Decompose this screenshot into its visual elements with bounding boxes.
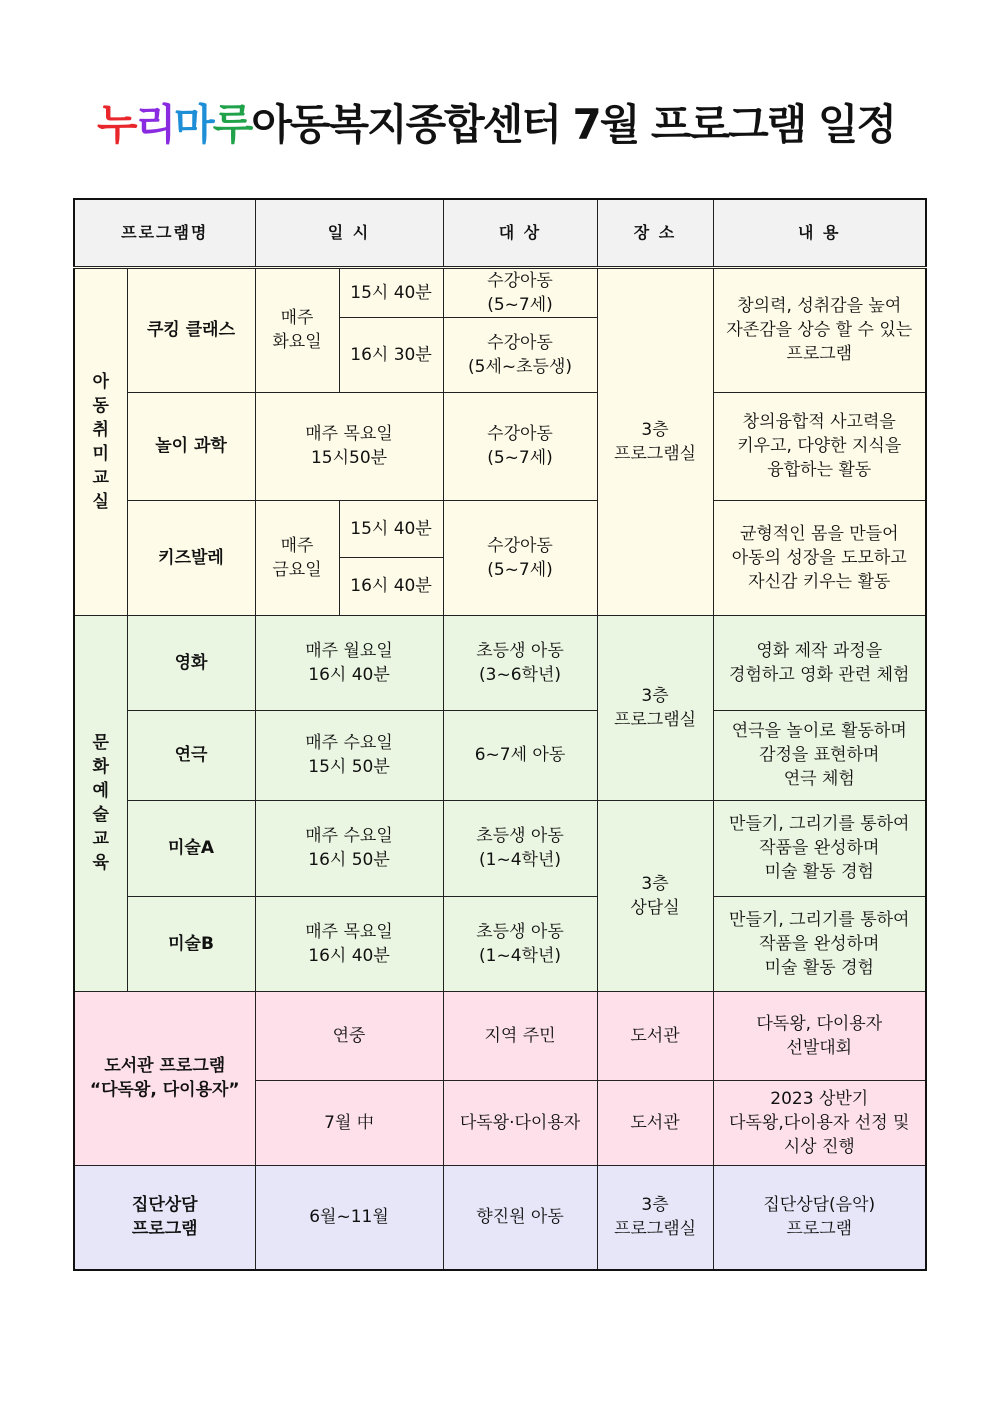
group-char: 교 bbox=[92, 829, 109, 849]
ballet-target: 수강아동 (5~7세) bbox=[443, 500, 597, 615]
drama-desc: 연극을 놀이로 활동하며 감정을 표현하며 연극 체험 bbox=[713, 710, 926, 800]
title-brand-char: 루 bbox=[212, 100, 252, 149]
header-datetime: 일 시 bbox=[255, 199, 443, 267]
art-b-when: 매주 목요일 16시 40분 bbox=[255, 896, 443, 991]
film-when: 매주 월요일 16시 40분 bbox=[255, 615, 443, 710]
science-target: 수강아동 (5~7세) bbox=[443, 392, 597, 500]
group-char: 문 bbox=[92, 733, 109, 753]
group-char: 교 bbox=[92, 467, 109, 488]
science-when: 매주 목요일 15시50분 bbox=[255, 392, 443, 500]
art-place: 3층 상담실 bbox=[597, 800, 713, 991]
header-place: 장 소 bbox=[597, 199, 713, 267]
counsel-desc: 집단상담(음악) 프로그램 bbox=[713, 1165, 926, 1270]
program-name-art-a: 미술A bbox=[127, 800, 255, 896]
library-when-2: 7월 中 bbox=[255, 1080, 443, 1165]
film-target: 초등생 아동 (3~6학년) bbox=[443, 615, 597, 710]
group-hobby-class bbox=[74, 267, 127, 615]
cooking-desc: 창의력, 성취감을 높여 자존감을 상승 할 수 있는 프로그램 bbox=[713, 267, 926, 392]
title-brand-char: 마 bbox=[174, 100, 213, 149]
group-char: 동 bbox=[92, 395, 109, 416]
program-name-counsel: 집단상담 프로그램 bbox=[74, 1165, 255, 1270]
science-desc: 창의융합적 사고력을 키우고, 다양한 지식을 융합하는 활동 bbox=[713, 392, 926, 500]
counsel-place: 3층 프로그램실 bbox=[597, 1165, 713, 1270]
art-b-target: 초등생 아동 (1~4학년) bbox=[443, 896, 597, 991]
page-title bbox=[0, 92, 992, 152]
group-char: 예 bbox=[92, 781, 109, 801]
art-a-target: 초등생 아동 (1~4학년) bbox=[443, 800, 597, 896]
ballet-time-2: 16시 40분 bbox=[339, 557, 443, 615]
cooking-target-2: 수강아동 (5세~초등생) bbox=[443, 317, 597, 392]
header-content: 내 용 bbox=[713, 199, 926, 267]
library-target-2: 다독왕·다이용자 bbox=[443, 1080, 597, 1165]
drama-target: 6~7세 아동 bbox=[443, 710, 597, 800]
hobby-place: 3층 프로그램실 bbox=[597, 267, 713, 615]
counsel-target: 향진원 아동 bbox=[443, 1165, 597, 1270]
group-char: 화 bbox=[92, 757, 109, 777]
program-name-film: 영화 bbox=[127, 615, 255, 710]
cooking-time-2: 16시 30분 bbox=[339, 317, 443, 392]
drama-when: 매주 수요일 15시 50분 bbox=[255, 710, 443, 800]
group-culture-art bbox=[74, 615, 127, 991]
art-a-when: 매주 수요일 16시 50분 bbox=[255, 800, 443, 896]
header-target: 대 상 bbox=[443, 199, 597, 267]
art-a-desc: 만들기, 그리기를 통하여 작품을 완성하며 미술 활동 경험 bbox=[713, 800, 926, 896]
title-text: 아동복지종합센터 7월 프로그램 일정 bbox=[251, 100, 895, 149]
ballet-desc: 균형적인 몸을 만들어 아동의 성장을 도모하고 자신감 키우는 활동 bbox=[713, 500, 926, 615]
header-program-name: 프로그램명 bbox=[74, 199, 255, 267]
film-desc: 영화 제작 과정을 경험하고 영화 관련 체험 bbox=[713, 615, 926, 710]
group-char: 실 bbox=[92, 491, 109, 512]
title-brand-char: 리 bbox=[135, 100, 175, 149]
group-char: 술 bbox=[92, 805, 109, 825]
library-place-1: 도서관 bbox=[597, 991, 713, 1080]
program-name-library: 도서관 프로그램 “다독왕, 다이용자” bbox=[74, 991, 255, 1165]
title-brand-char: 누 bbox=[97, 100, 136, 149]
counsel-when: 6월~11월 bbox=[255, 1165, 443, 1270]
program-name-science: 놀이 과학 bbox=[127, 392, 255, 500]
cooking-target-1: 수강아동 (5~7세) bbox=[443, 267, 597, 317]
program-name-cooking: 쿠킹 클래스 bbox=[127, 267, 255, 392]
program-name-drama: 연극 bbox=[127, 710, 255, 800]
library-desc-2: 2023 상반기 다독왕,다이용자 선정 및 시상 진행 bbox=[713, 1080, 926, 1165]
library-target-1: 지역 주민 bbox=[443, 991, 597, 1080]
program-name-ballet: 키즈발레 bbox=[127, 500, 255, 615]
group-char: 육 bbox=[92, 853, 109, 873]
library-place-2: 도서관 bbox=[597, 1080, 713, 1165]
art-b-desc: 만들기, 그리기를 통하여 작품을 완성하며 미술 활동 경험 bbox=[713, 896, 926, 991]
cooking-time-1: 15시 40분 bbox=[339, 267, 443, 317]
group-char: 아 bbox=[92, 371, 109, 392]
ballet-time-1: 15시 40분 bbox=[339, 500, 443, 557]
group-char: 취 bbox=[92, 419, 109, 440]
library-desc-1: 다독왕, 다이용자 선발대회 bbox=[713, 991, 926, 1080]
schedule-table bbox=[73, 198, 927, 1271]
film-place: 3층 프로그램실 bbox=[597, 615, 713, 800]
group-char: 미 bbox=[92, 443, 109, 464]
ballet-day: 매주 금요일 bbox=[255, 500, 339, 615]
cooking-day: 매주 화요일 bbox=[255, 267, 339, 392]
program-name-art-b: 미술B bbox=[127, 896, 255, 991]
library-when-1: 연중 bbox=[255, 991, 443, 1080]
